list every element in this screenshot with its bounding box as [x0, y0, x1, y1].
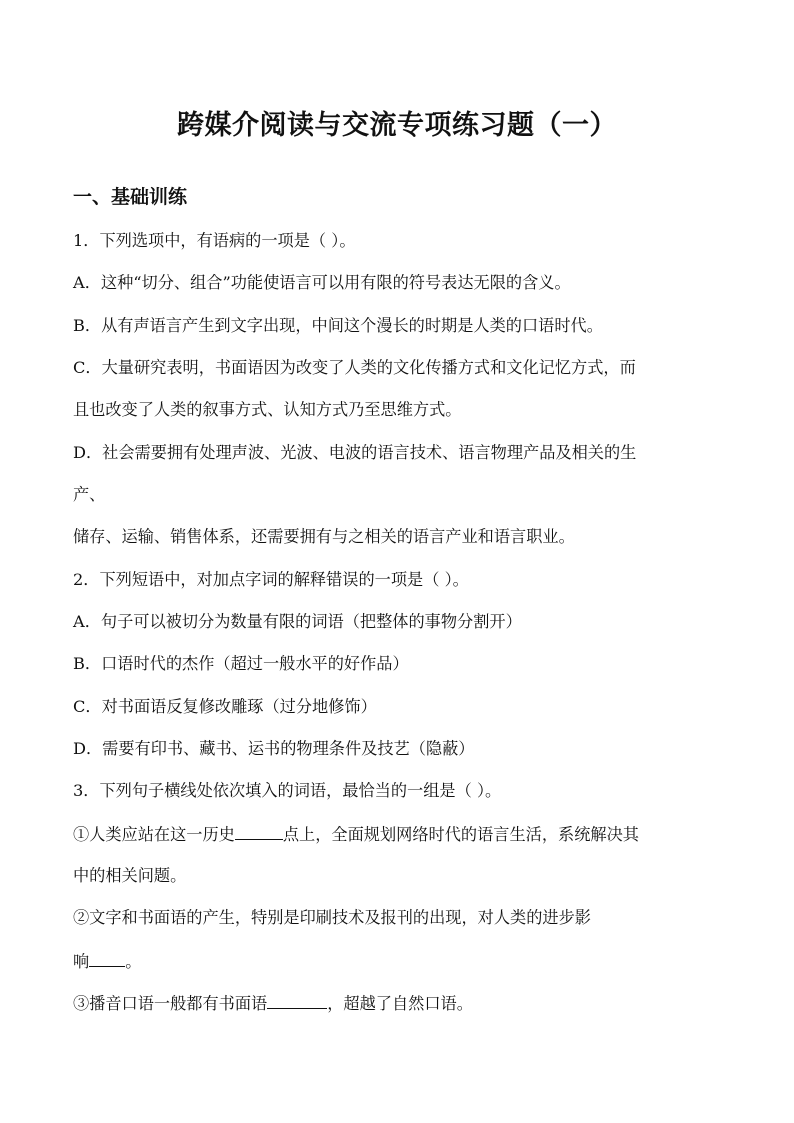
question-2-option-d: D．需要有印书、藏书、运书的物理条件及技艺（隐蔽）: [73, 739, 475, 758]
item-1-text-after: 点上，全面规划网络时代的语言生活，系统解决其: [282, 825, 639, 844]
question-2-option-b: B．口语时代的杰作（超过一般水平的好作品）: [73, 654, 409, 673]
question-1-stem: 1．下列选项中，有语病的一项是（ ）。: [73, 231, 356, 250]
fill-blank-1: [235, 821, 283, 840]
question-1-option-b: B．从有声语言产生到文字出现，中间这个漫长的时期是人类的口语时代。: [73, 316, 603, 335]
question-1-option-c: C．大量研究表明，书面语因为改变了人类的文化传播方式和文化记忆方式，而: [73, 358, 636, 377]
question-1-option-a: A．这种“切分、组合”功能使语言可以用有限的符号表达无限的含义。: [73, 273, 571, 292]
section-heading: 一、基础训练: [73, 186, 188, 208]
item-3-text-before: ③播音口语一般都有书面语: [73, 994, 268, 1013]
item-2-text-before: 响: [73, 952, 90, 971]
fill-blank-3: [267, 990, 327, 1009]
question-2-stem: 2．下列短语中，对加点字词的解释错误的一项是（ ）。: [73, 570, 469, 589]
question-3-item-3: [73, 990, 473, 1017]
question-3-item-2: ②文字和书面语的产生，特别是印刷技术及报刊的出现，对人类的进步影: [73, 908, 591, 927]
question-3-item-1: [73, 821, 639, 848]
question-1-option-c-cont: 且也改变了人类的叙事方式、认知方式乃至思维方式。: [73, 400, 462, 419]
document-title: 跨媒介阅读与交流专项练习题（一）: [177, 110, 617, 141]
question-1-option-d-cont: 产、: [73, 485, 106, 504]
fill-blank-2: [89, 948, 125, 967]
question-2-option-c: C．对书面语反复修改雕琢（过分地修饰）: [73, 697, 377, 716]
question-3-item-2-cont: [73, 948, 141, 975]
item-2-text-after: 。: [125, 952, 142, 971]
question-2-option-a: A．句子可以被切分为数量有限的词语（把整体的事物分割开）: [73, 612, 522, 631]
item-3-text-after: ，超越了自然口语。: [327, 994, 473, 1013]
question-1-option-d-cont2: 储存、运输、销售体系，还需要拥有与之相关的语言产业和语言职业。: [73, 527, 575, 546]
item-1-text-before: ①人类应站在这一历史: [73, 825, 235, 844]
question-3-stem: 3．下列句子横线处依次填入的词语，最恰当的一组是（ ）。: [73, 781, 502, 800]
question-1-option-d: D．社会需要拥有处理声波、光波、电波的语言技术、语言物理产品及相关的生: [73, 443, 637, 462]
question-3-item-1-cont: 中的相关问题。: [73, 866, 187, 885]
